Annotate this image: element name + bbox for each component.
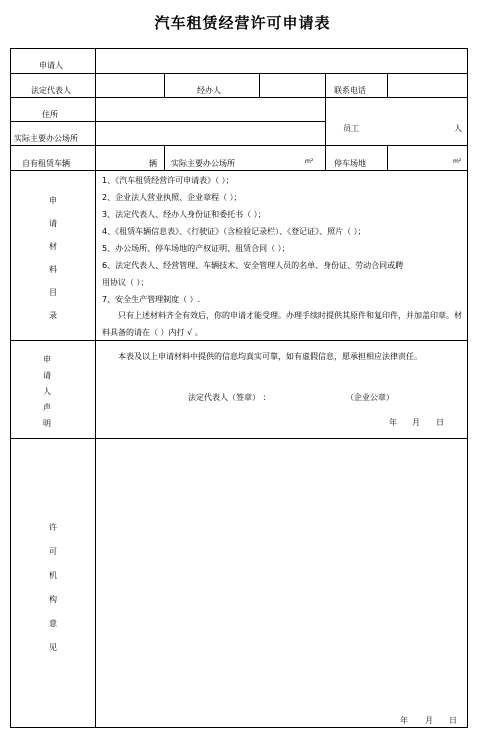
opinion-date-year: 年 [400, 716, 408, 725]
office-area-unit: m² [305, 158, 314, 165]
address-field[interactable] [97, 99, 324, 120]
phone-field[interactable] [389, 75, 466, 96]
opinion-date-day: 日 [449, 716, 457, 725]
materials-note: 只有上述材料齐全有效后，你的申请才能受理。办理手续时提供其原件和复印件，并加盖印章。材料具备的请在（ ）内打 √ 。 [102, 311, 462, 337]
material-item: 3、法定代表人、经办人身份证和委托书（ ）； [102, 210, 266, 219]
opinion-label: 许 可 机 构 意 见 [49, 523, 57, 652]
staff-label: 员工 [343, 124, 359, 133]
material-item: 1、《汽车租赁经营许可申请表》（ ）； [102, 176, 234, 185]
form-title: 汽车租赁经营许可申请表 [154, 14, 331, 32]
material-item: 4、《租赁车辆信息表》、《行驶证》（含检验记录栏）、《登记证》、照片（ ）； [102, 227, 366, 236]
material-item: 6、法定代表人、经营管理、车辆技术、安全管理人员的名单、身份证、劳动合同或聘 [102, 261, 404, 270]
address-label: 住所 [42, 110, 58, 119]
opinion-date-month: 月 [425, 716, 433, 725]
handler-label: 经办人 [197, 86, 221, 95]
declaration-label: 申 请 人 声 明 [43, 355, 51, 428]
declaration-text: 本表及以上申请材料中提供的信息均真实可靠，如有虚假信息，愿承担相应法律责任。 [118, 352, 422, 361]
material-item: 5、办公场所、停车场地的产权证明、租赁合同（ ）； [102, 244, 290, 253]
parking-unit: m² [453, 158, 462, 165]
material-item: 7、安全生产管理制度（ ）. [102, 295, 201, 304]
declaration-date-month: 月 [412, 418, 420, 427]
legal-rep-label: 法定代表人 [31, 86, 71, 95]
applicant-label: 申请人 [39, 61, 63, 70]
materials-label: 申 请 材 料 目 录 [49, 196, 57, 320]
office-label: 实际主要办公场所 [14, 134, 78, 143]
applicant-field[interactable] [97, 50, 466, 72]
material-item: 用协议（ ）； [102, 278, 149, 287]
legal-rep-field[interactable] [97, 75, 163, 96]
vehicles-label: 自有租赁车辆 [22, 159, 70, 168]
legal-rep-signature: 法定代表人（签章） ： [188, 393, 271, 402]
office-field[interactable] [97, 123, 324, 144]
material-item: 2、企业法人营业执照、企业章程（ ）； [102, 193, 242, 202]
handler-field[interactable] [261, 75, 324, 96]
vehicles-unit: 辆 [149, 159, 157, 168]
phone-label: 联系电话 [334, 86, 366, 95]
declaration-date-day: 日 [436, 418, 444, 427]
staff-unit: 人 [454, 124, 462, 133]
parking-label: 停车场地 [334, 159, 366, 168]
opinion-field[interactable] [97, 440, 466, 710]
office-area-label: 实际主要办公场所 [171, 159, 235, 168]
staff-count-field[interactable] [360, 100, 450, 144]
declaration-date-year: 年 [389, 418, 397, 427]
company-seal: （企业公章） [346, 393, 394, 402]
